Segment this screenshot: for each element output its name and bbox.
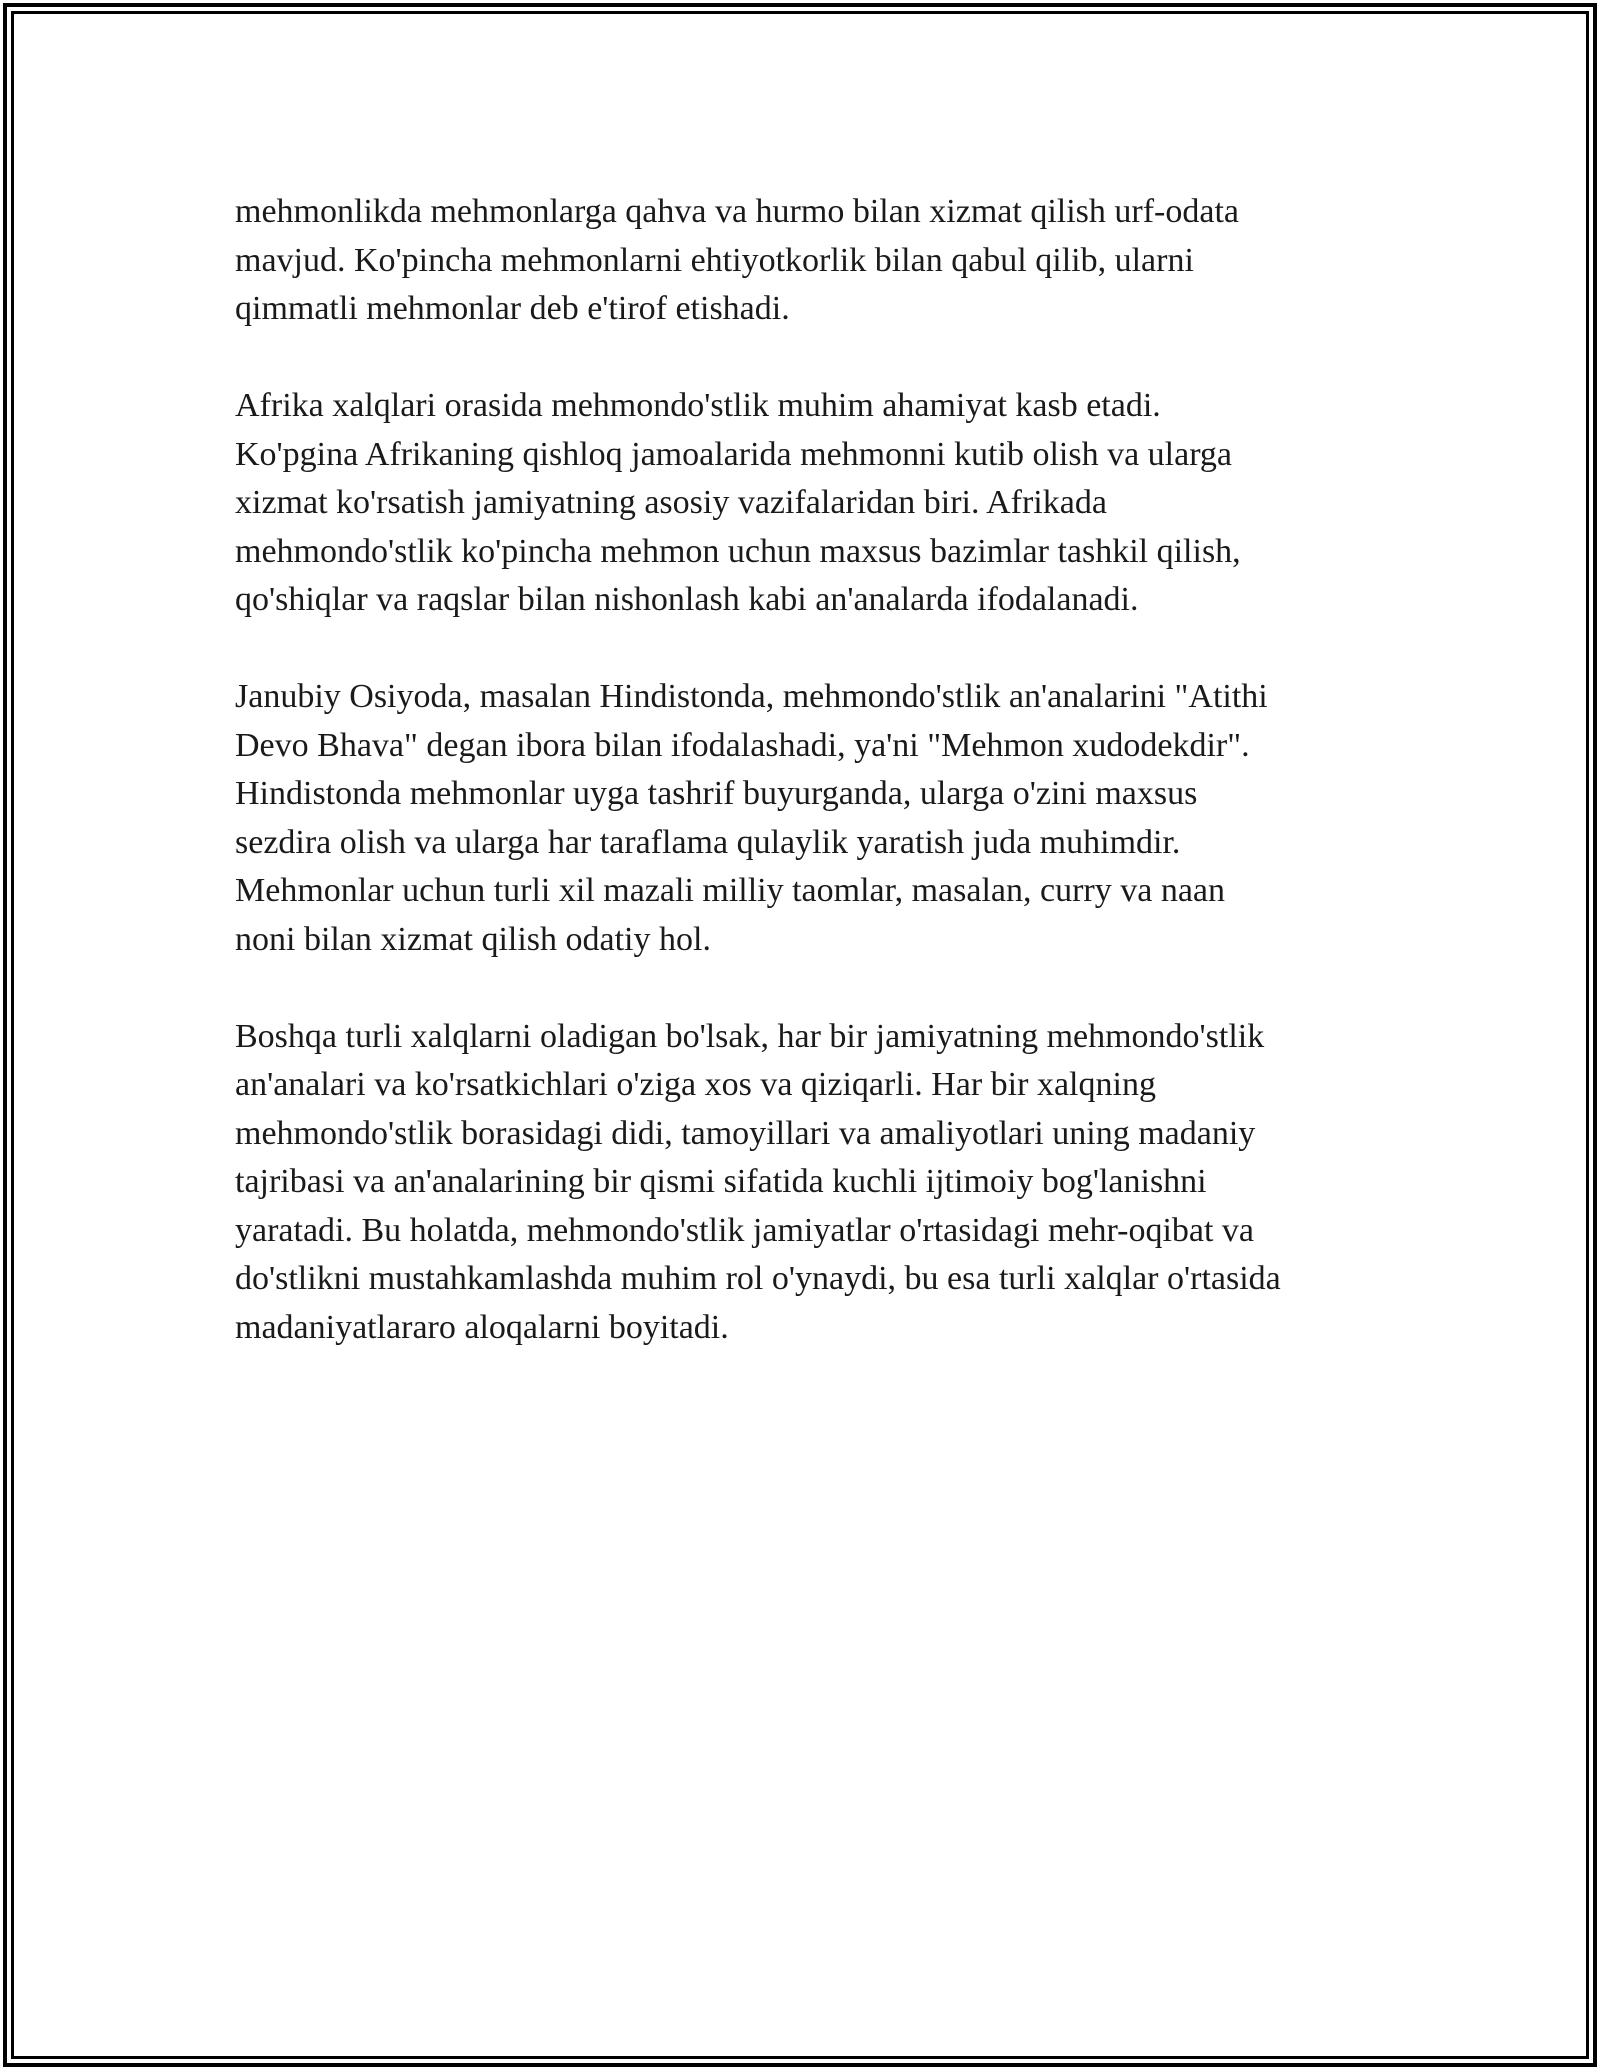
- paragraph-4: Boshqa turli xalqlarni oladigan bo'lsak, har bir jamiyatning mehmondo'stlik an'analari va ko'rsatkichlari o'ziga xos va qiziqarli. Har bir xalqning mehmondo'stlik borasidagi didi, tamoyillari va amaliyotlari uning madaniy tajribasi va an'analarining bir qismi sifatida kuchli ijtimoiy bog'lanishni yaratadi. Bu holatda, mehmondo'stlik jamiyatlar o'rtasidagi mehr-oqibat va do'stlikni mustahkamlashda muhim rol o'ynaydi, bu esa turli xalqlar o'rtasida madaniyatlararo aloqalarni boyitadi.: [235, 1017, 1281, 1346]
- paragraph-2: Afrika xalqlari orasida mehmondo'stlik muhim ahamiyat kasb etadi. Ko'pgina Afrikaning qishloq jamoalarida mehmonni kutib olish va ularga xizmat ko'rsatish jamiyatning asosiy vazifalaridan biri. Afrikada mehmondo'stlik ko'pincha mehmon uchun maxsus bazimlar tashkil qilish, qo'shiqlar va raqslar bilan nishonlash kabi an'analarda ifodalanadi.: [235, 387, 1241, 618]
- document-body: [235, 188, 1375, 1401]
- paragraph-1: mehmonlikda mehmonlarga qahva va hurmo bilan xizmat qilish urf-odata mavjud. Ko'pincha mehmonlarni ehtiyotkorlik bilan qabul qilib, ularni qimmatli mehmonlar deb e'tirof etishadi.: [235, 193, 1239, 327]
- paragraph-3: Janubiy Osiyoda, masalan Hindistonda, mehmondo'stlik an'analarini "Atithi Devo Bhava" degan ibora bilan ifodalashadi, ya'ni "Mehmon xudodekdir". Hindistonda mehmonlar uyga tashrif buyurganda, ularga o'zini maxsus sezdira olish va ularga har taraflama qulaylik yaratish juda muhimdir. Mehmonlar uchun turli xil mazali milliy taomlar, masalan, curry va naan noni bilan xizmat qilish odatiy hol.: [235, 678, 1268, 958]
